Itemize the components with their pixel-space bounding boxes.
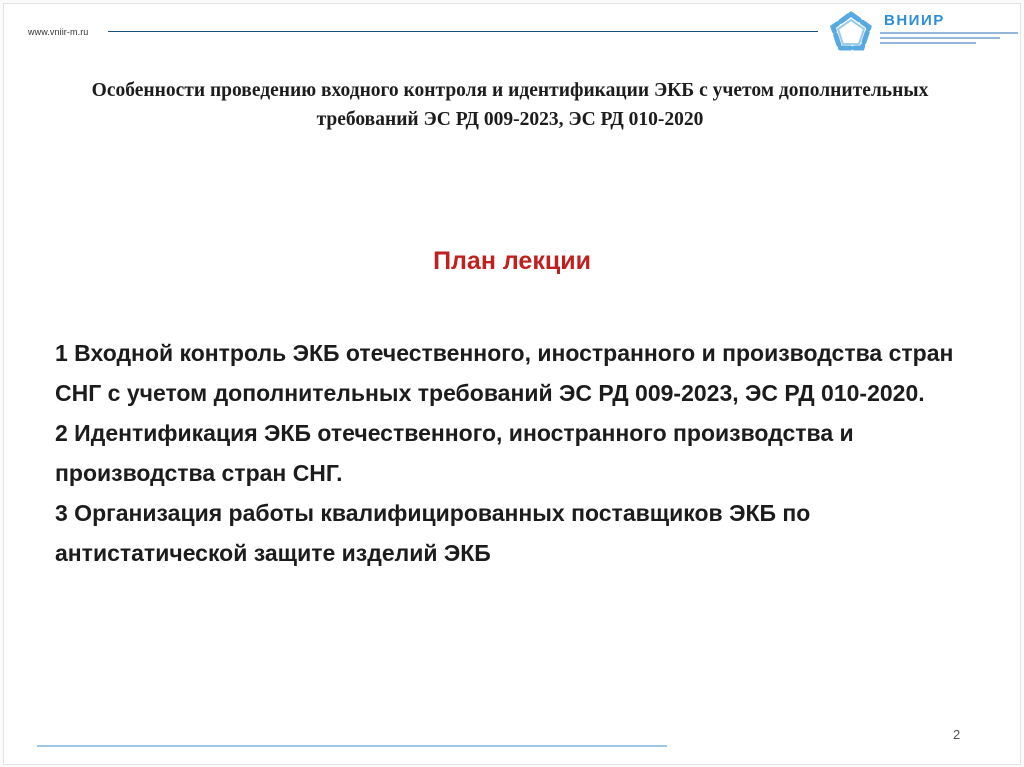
vniir-logo-pentagon-icon	[826, 8, 876, 56]
logo-name: ВНИИР	[884, 12, 945, 29]
logo-tagline	[880, 30, 1020, 48]
lecture-plan-list	[55, 333, 985, 573]
header-divider	[108, 31, 818, 32]
footer-divider	[37, 745, 667, 747]
section-heading: План лекции	[433, 247, 591, 275]
site-url[interactable]: www.vniir-m.ru	[28, 27, 89, 37]
plan-item-1: 1 Входной контроль ЭКБ отечественного, иностранного и производства стран СНГ с учетом дополнительных требований ЭС РД 009-2023, ЭС РД 010-2020.	[55, 340, 954, 406]
page-number: 2	[953, 727, 961, 742]
plan-item-2: 2 Идентификация ЭКБ отечественного, иностранного производства и производства стран СНГ.	[55, 420, 854, 486]
slide-title: Особенности проведению входного контроля и идентификации ЭКБ с учетом дополнительных требований ЭС РД 009-2023, ЭС РД 010-2020	[91, 80, 929, 130]
plan-item-3: 3 Организация работы квалифицированных поставщиков ЭКБ по антистатической защите изделий ЭКБ	[55, 500, 811, 566]
vniir-logo	[826, 8, 1022, 56]
